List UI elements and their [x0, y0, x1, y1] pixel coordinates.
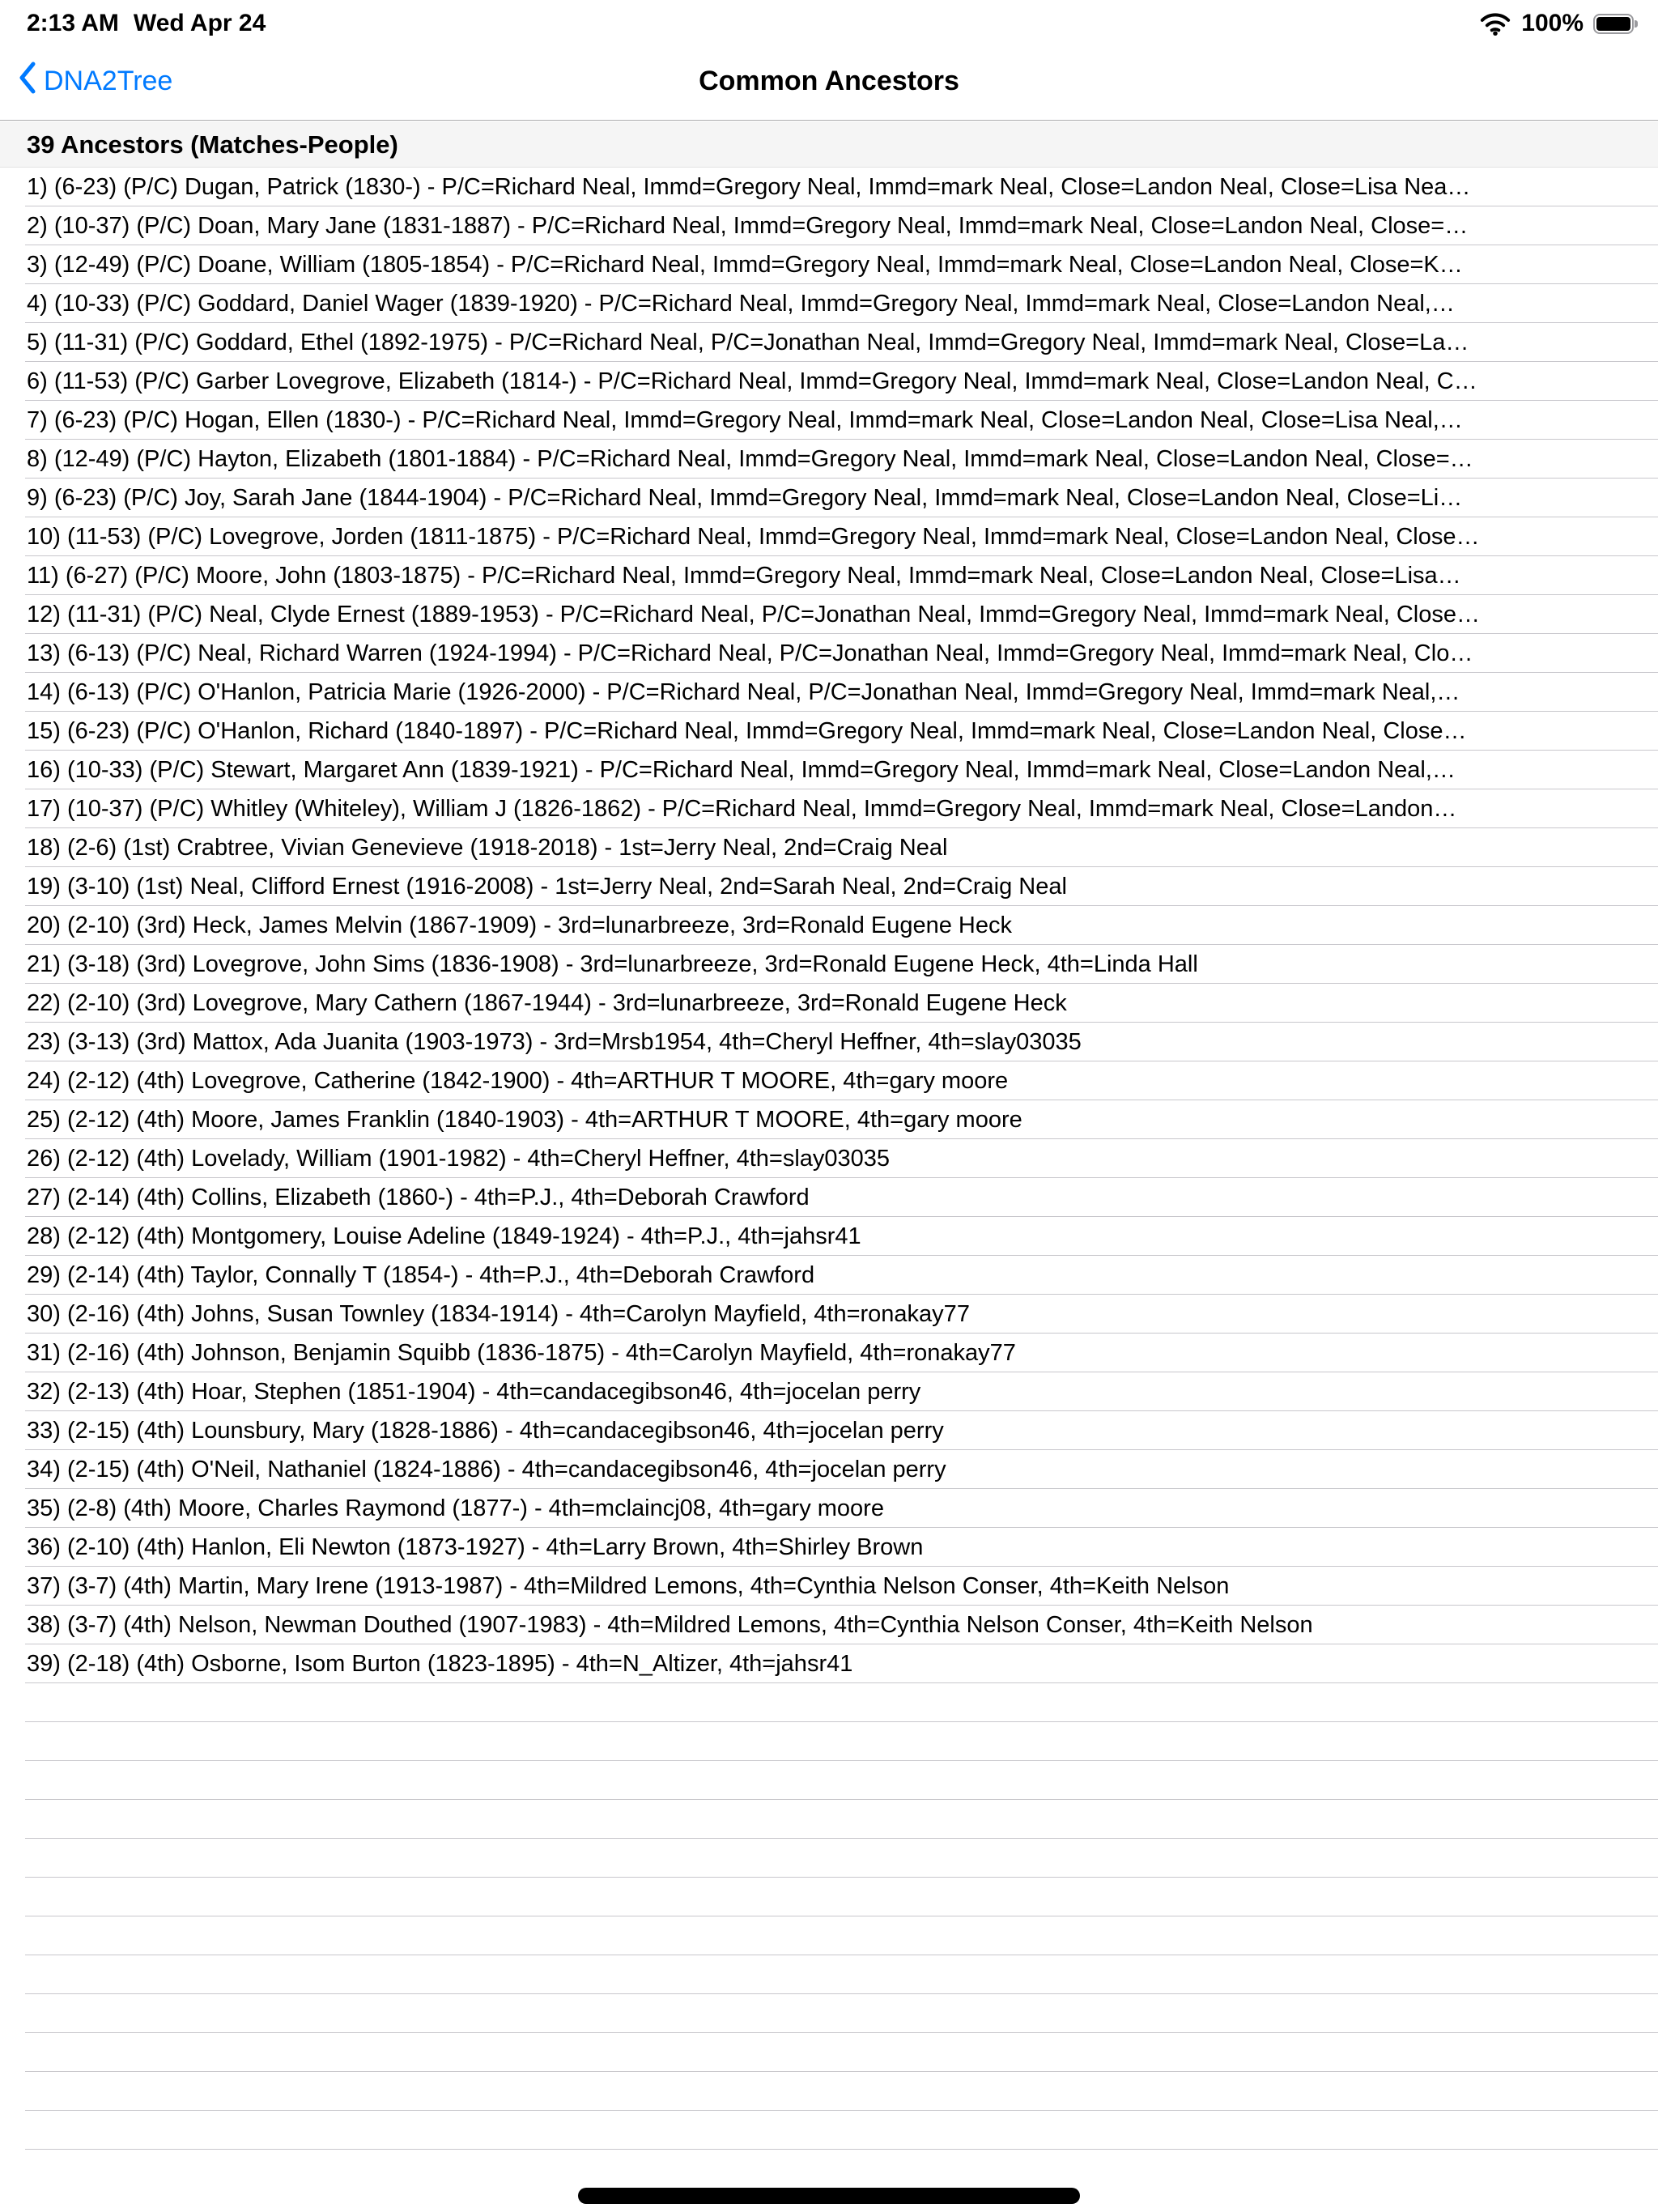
ancestor-row[interactable]: 14) (6-13) (P/C) O'Hanlon, Patricia Marie (1926-2000) - P/C=Richard Neal, P/C=Jonathan Neal, Immd=Gregory Neal, Immd=mark Neal,…	[0, 673, 1658, 712]
empty-row	[0, 1916, 1658, 1955]
ancestor-row[interactable]: 4) (10-33) (P/C) Goddard, Daniel Wager (1839-1920) - P/C=Richard Neal, Immd=Gregory Neal, Immd=mark Neal, Close=Landon Neal,…	[0, 284, 1658, 323]
ancestor-row[interactable]: 8) (12-49) (P/C) Hayton, Elizabeth (1801-1884) - P/C=Richard Neal, Immd=Gregory Neal, Immd=mark Neal, Close=Landon Neal, Close=…	[0, 440, 1658, 479]
ancestor-row[interactable]: 39) (2-18) (4th) Osborne, Isom Burton (1823-1895) - 4th=N_Altizer, 4th=jahsr41	[0, 1644, 1658, 1683]
status-right	[1479, 10, 1634, 37]
section-header	[0, 121, 1658, 168]
ancestor-row[interactable]: 6) (11-53) (P/C) Garber Lovegrove, Elizabeth (1814-) - P/C=Richard Neal, Immd=Gregory Neal, Immd=mark Neal, Close=Landon Neal, C…	[0, 362, 1658, 401]
ancestor-list	[0, 168, 1658, 2150]
empty-row	[0, 2111, 1658, 2150]
empty-row	[0, 1683, 1658, 1722]
battery-percent: 100%	[1521, 10, 1584, 36]
ancestor-row[interactable]: 19) (3-10) (1st) Neal, Clifford Ernest (1916-2008) - 1st=Jerry Neal, 2nd=Sarah Neal, 2nd=Craig Neal	[0, 867, 1658, 906]
ancestor-row[interactable]: 28) (2-12) (4th) Montgomery, Louise Adeline (1849-1924) - 4th=P.J., 4th=jahsr41	[0, 1217, 1658, 1256]
empty-row	[0, 1955, 1658, 1994]
empty-row	[0, 2072, 1658, 2111]
empty-row	[0, 1878, 1658, 1916]
ancestor-row[interactable]: 22) (2-10) (3rd) Lovegrove, Mary Cathern (1867-1944) - 3rd=lunarbreeze, 3rd=Ronald Eugene Heck	[0, 984, 1658, 1023]
ancestor-row[interactable]: 34) (2-15) (4th) O'Neil, Nathaniel (1824-1886) - 4th=candacegibson46, 4th=jocelan perry	[0, 1450, 1658, 1489]
ancestor-row[interactable]: 37) (3-7) (4th) Martin, Mary Irene (1913-1987) - 4th=Mildred Lemons, 4th=Cynthia Nelson Conser, 4th=Keith Nelson	[0, 1567, 1658, 1606]
ancestor-row[interactable]: 24) (2-12) (4th) Lovegrove, Catherine (1842-1900) - 4th=ARTHUR T MOORE, 4th=gary moore	[0, 1061, 1658, 1100]
ancestor-row[interactable]: 23) (3-13) (3rd) Mattox, Ada Juanita (1903-1973) - 3rd=Mrsb1954, 4th=Cheryl Heffner, 4th=slay03035	[0, 1023, 1658, 1061]
back-button-label: DNA2Tree	[44, 65, 173, 96]
page-title: Common Ancestors	[699, 66, 959, 96]
empty-row	[0, 1722, 1658, 1761]
ancestor-row[interactable]: 9) (6-23) (P/C) Joy, Sarah Jane (1844-1904) - P/C=Richard Neal, Immd=Gregory Neal, Immd=mark Neal, Close=Landon Neal, Close=Li…	[0, 479, 1658, 517]
battery-nub	[1635, 20, 1638, 28]
status-left	[27, 10, 266, 37]
ancestor-row[interactable]: 38) (3-7) (4th) Nelson, Newman Douthed (1907-1983) - 4th=Mildred Lemons, 4th=Cynthia Nelson Conser, 4th=Keith Nelson	[0, 1606, 1658, 1644]
ancestor-row[interactable]: 21) (3-18) (3rd) Lovegrove, John Sims (1836-1908) - 3rd=lunarbreeze, 3rd=Ronald Eugene Heck, 4th=Linda Hall	[0, 945, 1658, 984]
chevron-left-icon	[16, 60, 37, 103]
ancestor-row[interactable]: 3) (12-49) (P/C) Doane, William (1805-1854) - P/C=Richard Neal, Immd=Gregory Neal, Immd=mark Neal, Close=Landon Neal, Close=K…	[0, 245, 1658, 284]
ancestor-row[interactable]: 13) (6-13) (P/C) Neal, Richard Warren (1924-1994) - P/C=Richard Neal, P/C=Jonathan Neal, Immd=Gregory Neal, Immd=mark Neal, Clo…	[0, 634, 1658, 673]
ancestor-row[interactable]: 32) (2-13) (4th) Hoar, Stephen (1851-1904) - 4th=candacegibson46, 4th=jocelan perry	[0, 1372, 1658, 1411]
empty-row	[0, 2033, 1658, 2072]
status-date: Wed Apr 24	[133, 10, 266, 36]
ancestor-row[interactable]: 31) (2-16) (4th) Johnson, Benjamin Squibb (1836-1875) - 4th=Carolyn Mayfield, 4th=ronakay77	[0, 1334, 1658, 1372]
ancestor-row[interactable]: 18) (2-6) (1st) Crabtree, Vivian Genevieve (1918-2018) - 1st=Jerry Neal, 2nd=Craig Neal	[0, 828, 1658, 867]
ancestor-row[interactable]: 10) (11-53) (P/C) Lovegrove, Jorden (1811-1875) - P/C=Richard Neal, Immd=Gregory Neal, Immd=mark Neal, Close=Landon Neal, Close…	[0, 517, 1658, 556]
empty-row	[0, 1800, 1658, 1839]
ancestor-row[interactable]: 20) (2-10) (3rd) Heck, James Melvin (1867-1909) - 3rd=lunarbreeze, 3rd=Ronald Eugene Heck	[0, 906, 1658, 945]
ancestor-row[interactable]: 27) (2-14) (4th) Collins, Elizabeth (1860-) - 4th=P.J., 4th=Deborah Crawford	[0, 1178, 1658, 1217]
empty-row	[0, 1994, 1658, 2033]
wifi-icon	[1479, 11, 1511, 36]
status-bar	[0, 0, 1658, 42]
ancestor-row[interactable]: 25) (2-12) (4th) Moore, James Franklin (1840-1903) - 4th=ARTHUR T MOORE, 4th=gary moore	[0, 1100, 1658, 1139]
battery-icon	[1593, 14, 1634, 34]
ancestor-row[interactable]: 33) (2-15) (4th) Lounsbury, Mary (1828-1886) - 4th=candacegibson46, 4th=jocelan perry	[0, 1411, 1658, 1450]
ancestor-row[interactable]: 2) (10-37) (P/C) Doan, Mary Jane (1831-1887) - P/C=Richard Neal, Immd=Gregory Neal, Immd=mark Neal, Close=Landon Neal, Close=…	[0, 206, 1658, 245]
ancestor-row[interactable]: 7) (6-23) (P/C) Hogan, Ellen (1830-) - P/C=Richard Neal, Immd=Gregory Neal, Immd=mark Neal, Close=Landon Neal, Close=Lisa Neal,…	[0, 401, 1658, 440]
battery-fill	[1596, 17, 1630, 31]
ancestor-row[interactable]: 35) (2-8) (4th) Moore, Charles Raymond (1877-) - 4th=mclaincj08, 4th=gary moore	[0, 1489, 1658, 1528]
ancestor-row[interactable]: 36) (2-10) (4th) Hanlon, Eli Newton (1873-1927) - 4th=Larry Brown, 4th=Shirley Brown	[0, 1528, 1658, 1567]
ancestor-row[interactable]: 16) (10-33) (P/C) Stewart, Margaret Ann (1839-1921) - P/C=Richard Neal, Immd=Gregory Neal, Immd=mark Neal, Close=Landon Neal,…	[0, 751, 1658, 789]
ancestor-row[interactable]: 17) (10-37) (P/C) Whitley (Whiteley), William J (1826-1862) - P/C=Richard Neal, Immd=Gregory Neal, Immd=mark Neal, Close=Landon…	[0, 789, 1658, 828]
ancestor-row[interactable]: 1) (6-23) (P/C) Dugan, Patrick (1830-) - P/C=Richard Neal, Immd=Gregory Neal, Immd=mark Neal, Close=Landon Neal, Close=Lisa Nea…	[0, 168, 1658, 206]
ancestor-row[interactable]: 26) (2-12) (4th) Lovelady, William (1901-1982) - 4th=Cheryl Heffner, 4th=slay03035	[0, 1139, 1658, 1178]
ancestor-row[interactable]: 5) (11-31) (P/C) Goddard, Ethel (1892-1975) - P/C=Richard Neal, P/C=Jonathan Neal, Immd=Gregory Neal, Immd=mark Neal, Close=La…	[0, 323, 1658, 362]
back-button[interactable]	[16, 42, 172, 120]
ancestor-row[interactable]: 15) (6-23) (P/C) O'Hanlon, Richard (1840-1897) - P/C=Richard Neal, Immd=Gregory Neal, Immd=mark Neal, Close=Landon Neal, Close…	[0, 712, 1658, 751]
ancestor-row[interactable]: 29) (2-14) (4th) Taylor, Connally T (1854-) - 4th=P.J., 4th=Deborah Crawford	[0, 1256, 1658, 1295]
ancestor-row[interactable]: 11) (6-27) (P/C) Moore, John (1803-1875) - P/C=Richard Neal, Immd=Gregory Neal, Immd=mark Neal, Close=Landon Neal, Close=Lisa…	[0, 556, 1658, 595]
section-header-label: 39 Ancestors (Matches-People)	[27, 130, 398, 159]
status-time: 2:13 AM	[27, 10, 119, 36]
empty-row	[0, 1839, 1658, 1878]
nav-bar	[0, 42, 1658, 121]
ancestor-row[interactable]: 30) (2-16) (4th) Johns, Susan Townley (1834-1914) - 4th=Carolyn Mayfield, 4th=ronakay77	[0, 1295, 1658, 1334]
empty-row	[0, 1761, 1658, 1800]
ancestor-row[interactable]: 12) (11-31) (P/C) Neal, Clyde Ernest (1889-1953) - P/C=Richard Neal, P/C=Jonathan Neal, Immd=Gregory Neal, Immd=mark Neal, Close…	[0, 595, 1658, 634]
home-indicator[interactable]	[578, 2188, 1080, 2204]
